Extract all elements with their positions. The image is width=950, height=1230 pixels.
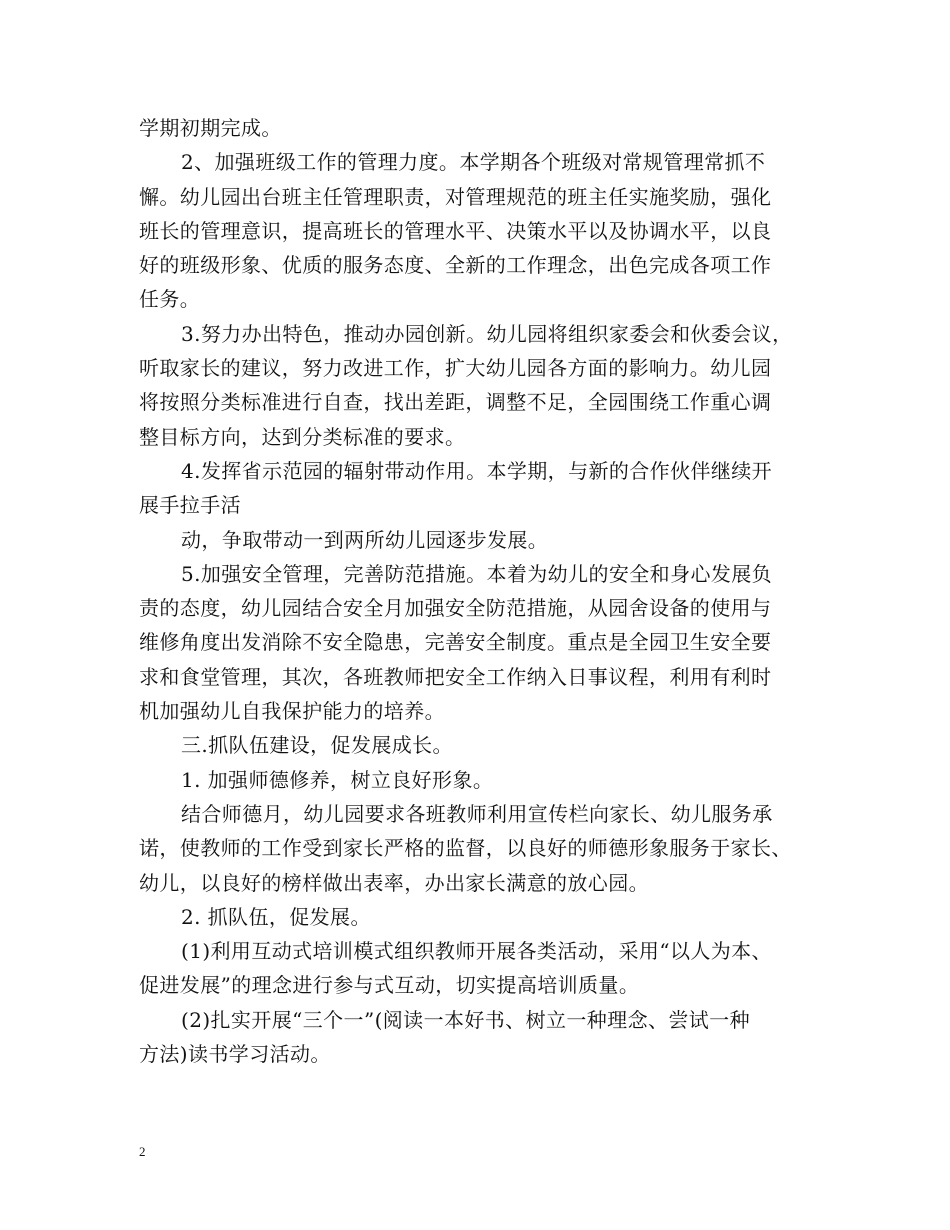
text-line: 诺，使教师的工作受到家长严格的监督，以良好的师德形象服务于家长、 <box>139 836 792 861</box>
text-line: 维修角度出发消除不安全隐患，完善安全制度。重点是全园卫生安全要 <box>139 630 772 655</box>
text-line: 责的态度，幼儿园结合安全月加强安全防范措施，从园舍设备的使用与 <box>139 596 772 621</box>
text-line: (2)扎实开展“三个一”(阅读一本好书、树立一种理念、尝试一种 <box>181 1007 750 1032</box>
text-line: 2、加强班级工作的管理力度。本学期各个班级对常规管理常抓不 <box>181 150 766 175</box>
text-line: 1. 加强师德修养，树立良好形象。 <box>181 767 494 792</box>
text-line: 幼儿，以良好的榜样做出表率，办出家长满意的放心园。 <box>139 870 649 895</box>
text-line: 三.抓队伍建设，促发展成长。 <box>181 733 453 758</box>
text-line: 学期初期完成。 <box>139 116 282 140</box>
page-number: 2 <box>139 1144 146 1159</box>
text-line: 求和食堂管理，其次，各班教师把安全工作纳入日事议程，利用有利时 <box>139 664 772 689</box>
text-line: 任务。 <box>139 287 201 312</box>
text-line: 机加强幼儿自我保护能力的培养。 <box>139 699 445 724</box>
text-line: 好的班级形象、优质的服务态度、全新的工作理念，出色完成各项工作 <box>139 253 772 278</box>
text-line: 将按照分类标准进行自查，找出差距，调整不足，全园围绕工作重心调 <box>139 390 772 415</box>
text-line: 方法)读书学习活动。 <box>139 1042 331 1067</box>
text-line: 促进发展”的理念进行参与式互动，切实提高培训质量。 <box>139 973 640 998</box>
text-line: 展手拉手活 <box>139 493 241 518</box>
text-line: 5.加强安全管理，完善防范措施。本着为幼儿的安全和身心发展负 <box>181 561 773 586</box>
text-line: (1)利用互动式培训模式组织教师开展各类活动，采用“以人为本、 <box>181 939 772 964</box>
text-line: 3.努力办出特色，推动办园创新。幼儿园将组织家委会和伙委会议， <box>181 321 793 346</box>
text-line: 懈。幼儿园出台班主任管理职责，对管理规范的班主任实施奖励，强化 <box>139 184 772 209</box>
text-line: 班长的管理意识，提高班长的管理水平、决策水平以及协调水平，以良 <box>139 218 772 243</box>
text-line: 4.发挥省示范园的辐射带动作用。本学期，与新的合作伙伴继续开 <box>181 458 773 483</box>
text-line: 整目标方向，达到分类标准的要求。 <box>139 424 466 449</box>
document-body <box>139 111 811 1071</box>
text-line: 结合师德月，幼儿园要求各班教师利用宣传栏向家长、幼儿服务承 <box>181 801 773 826</box>
text-line: 2. 抓队伍，促发展。 <box>181 904 371 929</box>
text-line: 听取家长的建议，努力改进工作，扩大幼儿园各方面的影响力。幼儿园 <box>139 356 772 381</box>
text-line: 动，争取带动一到两所幼儿园逐步发展。 <box>181 527 549 552</box>
